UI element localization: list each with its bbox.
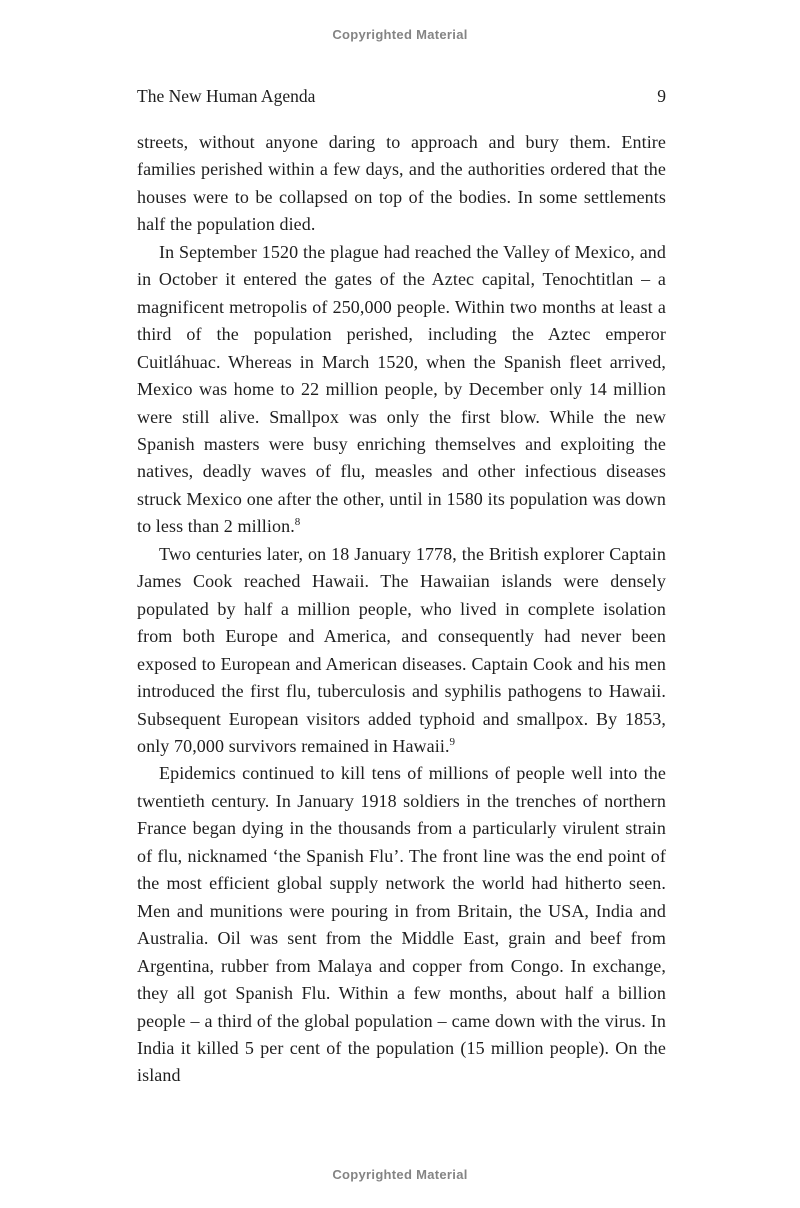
paragraph-3	[137, 541, 666, 761]
running-header	[137, 86, 666, 107]
chapter-title: The New Human Agenda	[137, 86, 316, 106]
footnote-ref-8: 8	[294, 516, 301, 529]
paragraph-1-text: streets, without anyone daring to approach and bury them. Entire families perished within a few days, and the authorities ordered that the houses were to be collapsed on top of the bodies. In some settlements half the population died.	[137, 132, 666, 235]
page-number: 9	[657, 86, 666, 106]
paragraph-4	[137, 760, 666, 1089]
paragraph-4-text: Epidemics continued to kill tens of millions of people well into the twentieth century. In January 1918 soldiers in the trenches of northern France began dying in the thousands from a particularly virulent strain of flu, nicknamed ‘the Spanish Flu’. The front line was the end point of the most efficient global supply network the world had hitherto seen. Men and munitions were pouring in from Britain, the USA, India and Australia. Oil was sent from the Middle East, grain and beef from Argentina, rubber from Malaya and copper from Congo. In exchange, they all got Spanish Flu. Within a few months, about half a billion people – a third of the global population – came down with the virus. In India it killed 5 per cent of the population (15 million people). On the island	[137, 763, 666, 1086]
footnote-ref-9: 9	[449, 735, 456, 748]
paragraph-3-text: Two centuries later, on 18 January 1778, the British explorer Captain James Cook reached Hawaii. The Hawaiian islands were densely populated by half a million people, who lived in complete isolation from both Europe and America, and consequently had never been exposed to European and American diseases. Captain Cook and his men introduced the first flu, tuberculosis and syphilis pathogens to Hawaii. Subsequent European visitors added typhoid and smallpox. By 1853, only 70,000 survivors remained in Hawaii.	[137, 543, 666, 756]
paragraph-2	[137, 239, 666, 541]
copyright-notice-top: Copyrighted Material	[332, 27, 468, 42]
body-text	[137, 129, 666, 1090]
paragraph-2-text: In September 1520 the plague had reached the Valley of Mexico, and in October it entered the gates of the Aztec capital, Tenochtitlan – a magnificent metropolis of 250,000 people. Within two months at least a third of the population perished, including the Aztec emperor Cuitláhuac. Whereas in March 1520, when the Spanish fleet arrived, Mexico was home to 22 million people, by December only 14 million were still alive. Smallpox was only the first blow. While the new Spanish masters were busy enriching themselves and exploiting the natives, deadly waves of flu, measles and other infectious diseases struck Mexico one after the other, until in 1580 its population was down to less than 2 million.	[137, 241, 666, 537]
paragraph-1	[137, 129, 666, 239]
copyright-notice-bottom: Copyrighted Material	[332, 1167, 468, 1182]
